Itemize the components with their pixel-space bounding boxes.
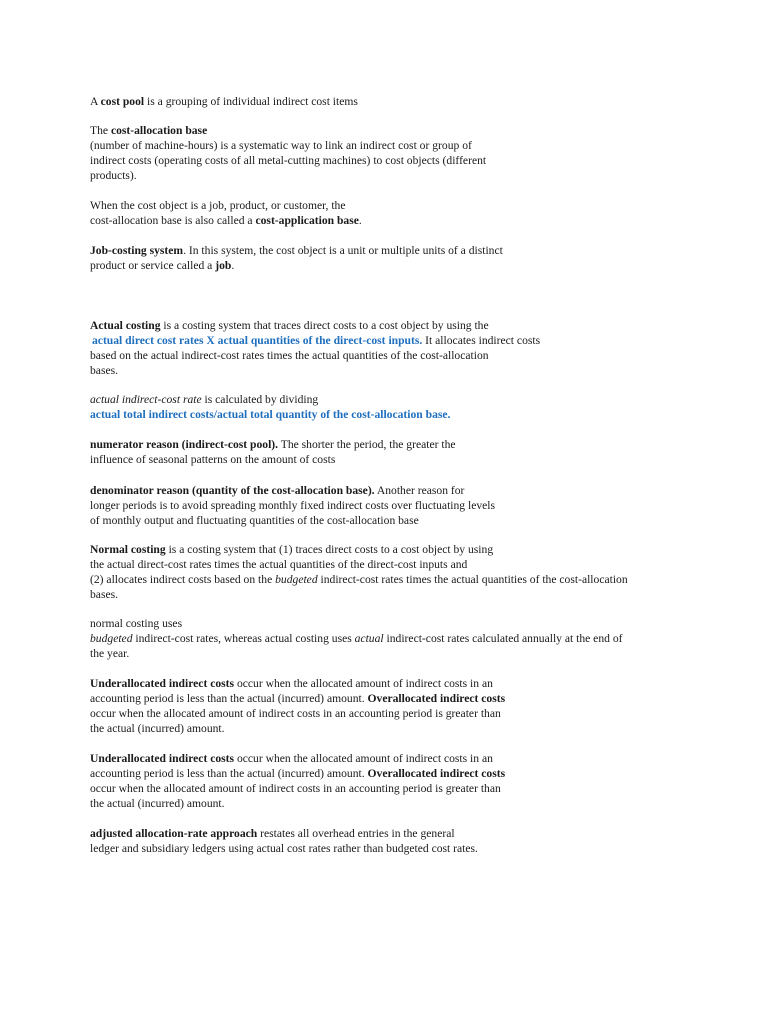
cost-pool-line (90, 95, 358, 110)
term-cost-allocation-base: cost-allocation base (110, 124, 208, 137)
cost-object-line-2 (90, 214, 362, 229)
under-over-1-line-4: the actual (incurred) amount. (90, 722, 225, 735)
text: The shorter the period, the greater the (278, 438, 456, 451)
text: indirect-cost rates calculated annually at the end of (383, 632, 623, 645)
cost-object-line-1: When the cost object is a job, product, or customer, the (90, 199, 346, 212)
normal-uses-line-3: the year. (90, 647, 130, 660)
actual-rate-line-2 (90, 408, 450, 423)
term-cost-pool: cost pool (100, 95, 145, 108)
text: product or service called a (90, 259, 216, 272)
denominator-line-1 (90, 484, 464, 499)
term-overallocated: Overallocated indirect costs (367, 767, 506, 780)
actual-rate-line-1 (90, 393, 318, 408)
term-overallocated: Overallocated indirect costs (367, 692, 506, 705)
text: Another reason for (374, 484, 465, 497)
cab-line-3: indirect costs (operating costs of all metal-cutting machines) to cost objects (different (90, 154, 487, 167)
term-actual-costing: Actual costing (90, 319, 161, 332)
term-underallocated: Underallocated indirect costs (90, 677, 235, 690)
cab-line-2: (number of machine-hours) is a systematic way to link an indirect cost or group of (90, 139, 472, 152)
denominator-line-3: of monthly output and fluctuating quantities of the cost-allocation base (90, 514, 419, 527)
under-over-2-line-4: the actual (incurred) amount. (90, 797, 225, 810)
emphasis-budgeted: budgeted (275, 573, 318, 586)
adjusted-line-1 (90, 827, 455, 842)
text: accounting period is less than the actual (incurred) amount. (90, 692, 368, 705)
actual-costing-line-4: bases. (90, 364, 119, 377)
under-over-2-line-1 (90, 752, 493, 767)
cab-line-4: products). (90, 169, 137, 182)
denominator-line-2: longer periods is to avoid spreading monthly fixed indirect costs over fluctuating levels (90, 499, 496, 512)
text: indirect-cost rates, whereas actual costing uses (132, 632, 355, 645)
term-underallocated: Underallocated indirect costs (90, 752, 235, 765)
adjusted-line-2: ledger and subsidiary ledgers using actual cost rates rather than budgeted cost rates. (90, 842, 478, 855)
term-numerator-reason: numerator reason (indirect-cost pool). (90, 438, 279, 451)
term-normal-costing: Normal costing (90, 543, 166, 556)
text: . (231, 259, 235, 272)
highlight-formula: actual direct cost rates X actual quantities of the direct-cost inputs. (92, 334, 423, 347)
term-cost-application-base: cost-application base (255, 214, 359, 227)
actual-costing-line-2 (92, 334, 540, 349)
emphasis-actual: actual (354, 632, 384, 645)
term-job-costing-system: Job-costing system (90, 244, 184, 257)
numerator-line-1 (90, 438, 456, 453)
text: . In this system, the cost object is a unit or multiple units of a distinct (183, 244, 503, 257)
normal-costing-line-3 (90, 573, 628, 588)
normal-costing-line-4: bases. (90, 588, 119, 601)
text: (2) allocates indirect costs based on the (90, 573, 276, 586)
actual-costing-line-3: based on the actual indirect-cost rates times the actual quantities of the cost-allocation (90, 349, 489, 362)
numerator-line-2: influence of seasonal patterns on the amount of costs (90, 453, 336, 466)
text: is calculated by dividing (201, 393, 319, 406)
text: is a grouping of individual indirect cost items (144, 95, 358, 108)
normal-costing-line-2: the actual direct-cost rates times the actual quantities of the direct-cost inputs and (90, 558, 468, 571)
job-costing-line-2 (90, 259, 234, 274)
term-denominator-reason: denominator reason (quantity of the cost-allocation base). (90, 484, 375, 497)
text: is a costing system that (1) traces direct costs to a cost object by using (165, 543, 494, 556)
under-over-2-line-3: occur when the allocated amount of indirect costs in an accounting period is greater than (90, 782, 501, 795)
under-over-2-line-2 (90, 767, 505, 782)
normal-uses-line-1: normal costing uses (90, 617, 183, 630)
under-over-1-line-3: occur when the allocated amount of indirect costs in an accounting period is greater than (90, 707, 501, 720)
term-actual-indirect-cost-rate: actual indirect-cost rate (90, 393, 202, 406)
term-job: job (215, 259, 232, 272)
text: accounting period is less than the actual (incurred) amount. (90, 767, 368, 780)
cab-line-1 (90, 124, 207, 139)
text: . (358, 214, 362, 227)
text: is a costing system that traces direct costs to a cost object by using the (160, 319, 489, 332)
text: cost-allocation base is also called a (90, 214, 256, 227)
text: A (90, 95, 101, 108)
highlight-formula: actual total indirect costs/actual total quantity of the cost-allocation base. (90, 408, 451, 421)
actual-costing-line-1 (90, 319, 489, 334)
text: occur when the allocated amount of indirect costs in an (234, 752, 493, 765)
term-adjusted-allocation-rate-approach: adjusted allocation-rate approach (90, 827, 258, 840)
normal-costing-line-1 (90, 543, 493, 558)
job-costing-line-1 (90, 244, 503, 259)
under-over-1-line-2 (90, 692, 505, 707)
text: restates all overhead entries in the general (257, 827, 455, 840)
normal-uses-line-2 (90, 632, 622, 647)
emphasis-budgeted: budgeted (90, 632, 133, 645)
under-over-1-line-1 (90, 677, 493, 692)
text: The (90, 124, 111, 137)
text: occur when the allocated amount of indirect costs in an (234, 677, 493, 690)
text: It allocates indirect costs (422, 334, 541, 347)
text: indirect-cost rates times the actual quantities of the cost-allocation (317, 573, 628, 586)
